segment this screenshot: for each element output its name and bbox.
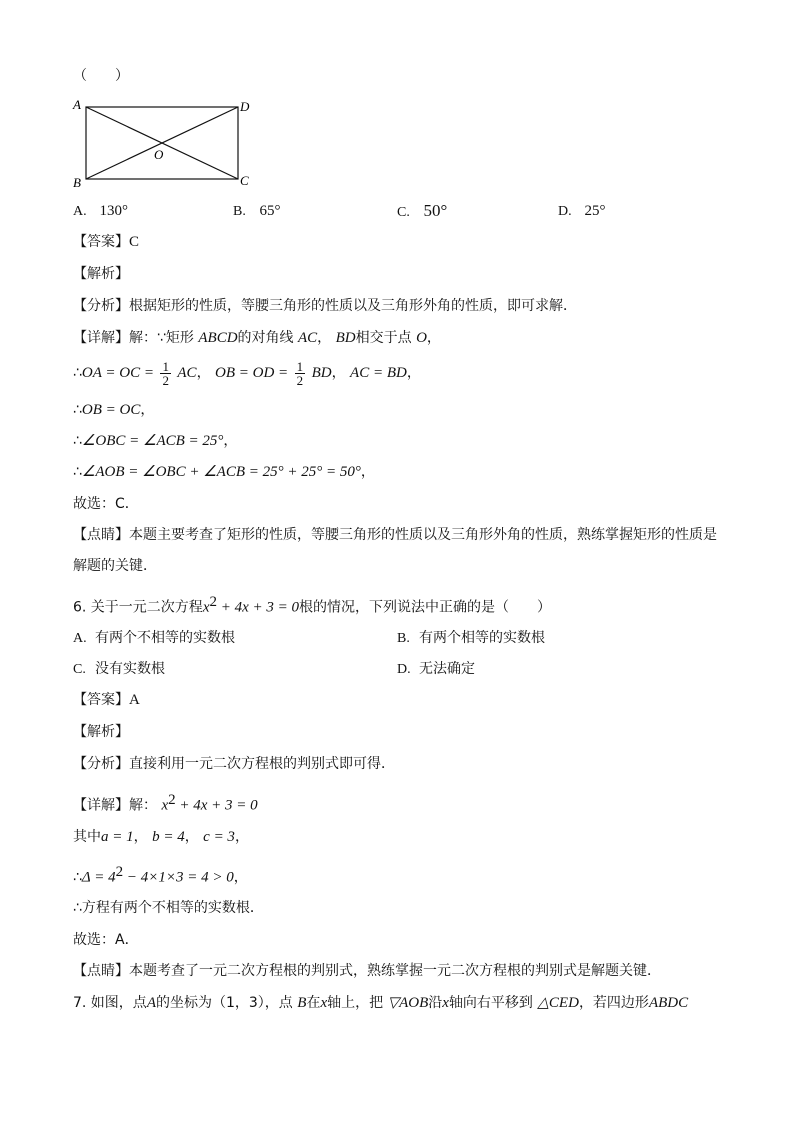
q5-step-halves: ∴OA = OC = $\frac{1}{2}$ AC， OB = OD = $\frac{1}{2}$ BD， AC = BD， [73,358,421,388]
q6-xiangjie: 【详解】解： $x^2 + 4x + 3 = 0$ [73,792,258,814]
q6-conclusion: ∴方程有两个不相等的实数根． [73,900,264,916]
center-o-label: O [154,147,164,162]
rectangle-figure [70,95,270,195]
q5-step-ob-oc: ∴OB = OC， [73,402,155,418]
option-a: A. 130° [73,203,128,219]
option-d: D. 25° [558,203,606,219]
vertex-c-label: C [240,173,249,188]
q5-step-angle-aob: ∴∠AOB = ∠OBC + ∠ACB = 25° + 25° = 50°， [73,464,375,480]
option-c: C. 50° [397,201,448,220]
q6-option-d: D. 无法确定 [397,661,475,677]
option-b: B. 65° [233,203,281,219]
q6-discriminant: ∴Δ = $4^2 - 4\times 1\times 3 = 4 > 0$， [73,864,248,886]
q6-jiexi: 【解析】 [73,724,129,740]
q6-stem: 6. 关于一元二次方程$x^2 + 4x + 3 = 0$根的情况，下列说法中正确的是（ ） [73,594,552,616]
vertex-b-label: B [73,175,81,190]
q5-dianjing-cont: 解题的关键． [73,558,157,574]
q5-xiangjie: 【详解】解：∵矩形 ABCD的对角线 AC， BD相交于点 O， [73,330,441,346]
q6-answer: 【答案】A [73,692,140,708]
q5-dianjing: 【点睛】本题主要考查了矩形的性质，等腰三角形的性质以及三角形外角的性质，熟练掌握矩形的性质是 [73,527,717,543]
q7-stem: 7. 如图，点A的坐标为（1，3），点 B在x轴上，把 ▽AOB沿x轴向右平移到 △CED，若四边形ABDC [73,995,689,1011]
q6-guxuan: 故选：A． [73,932,139,948]
q5-jiexi: 【解析】 [73,266,129,282]
vertex-d-label: D [240,99,250,114]
q6-coefficients: 其中a = 1， b = 4， c = 3， [73,829,249,845]
vertex-a-label: A [73,97,81,112]
q5-answer: 【答案】C [73,234,140,250]
q6-fenxi: 【分析】直接利用一元二次方程根的判别式即可得． [73,756,395,772]
q6-option-c: C. 没有实数根 [73,661,165,677]
q5-fenxi: 【分析】根据矩形的性质，等腰三角形的性质以及三角形外角的性质，即可求解． [73,298,577,314]
q5-step-angle-obc: ∴∠OBC = ∠ACB = 25°， [73,433,238,449]
q6-dianjing: 【点睛】本题考查了一元二次方程根的判别式，熟练掌握一元二次方程根的判别式是解题关键． [73,963,661,979]
q6-option-b: B. 有两个相等的实数根 [397,630,545,646]
question-paren: （ ） [73,68,129,84]
q6-option-a: A. 有两个不相等的实数根 [73,630,235,646]
q5-guxuan: 故选：C． [73,496,139,512]
